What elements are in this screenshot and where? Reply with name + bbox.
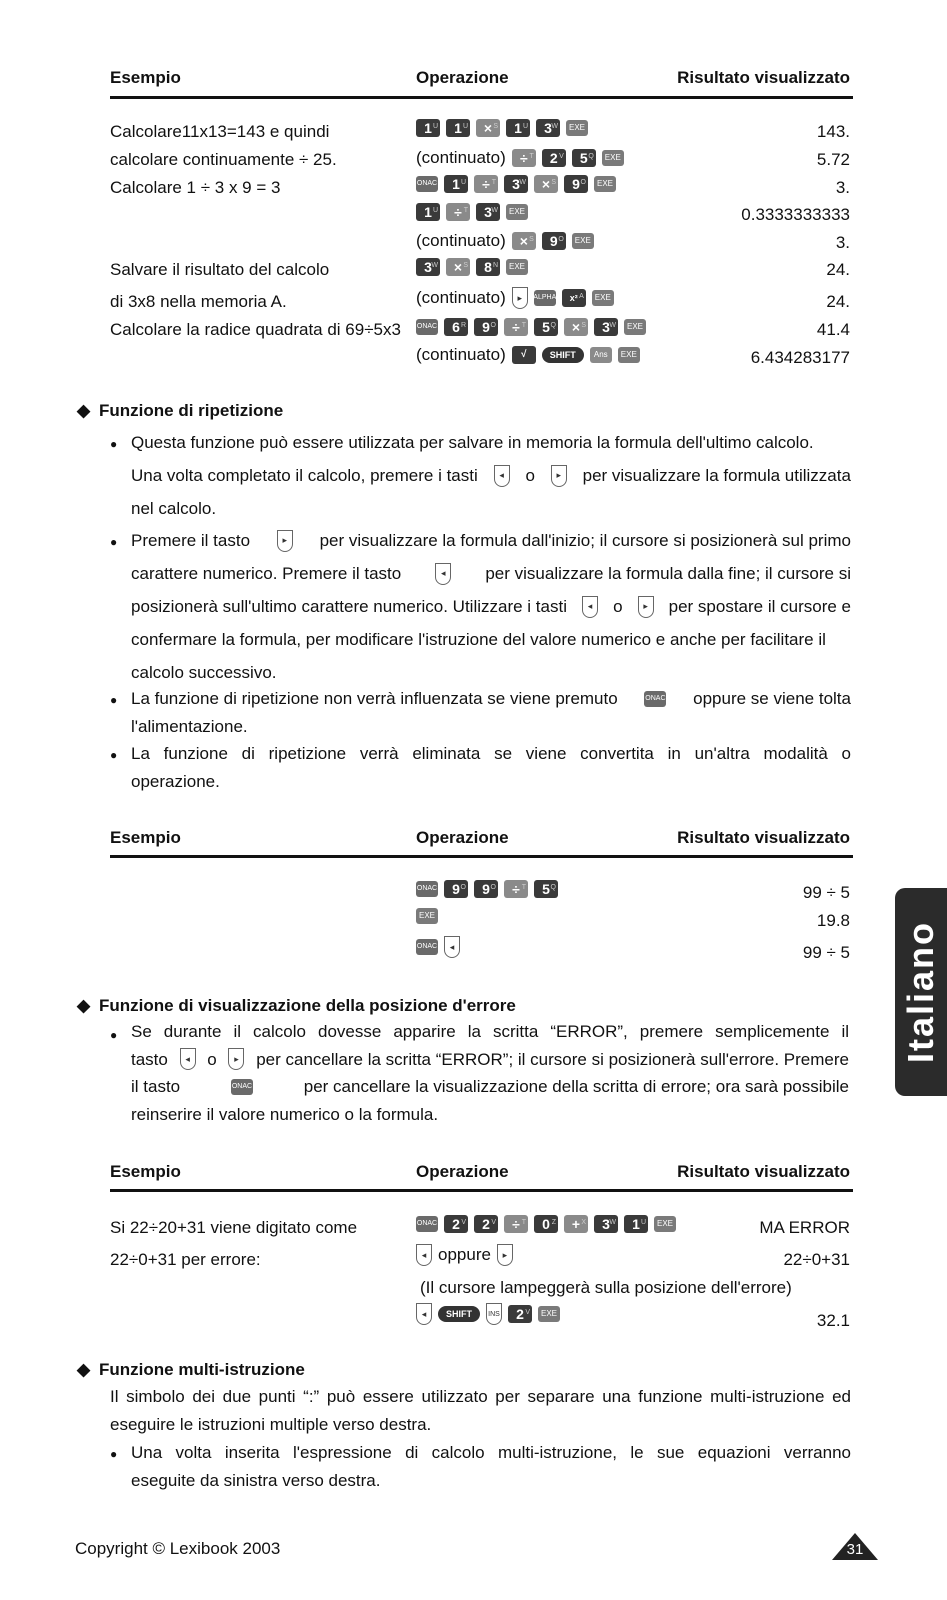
key-memory-a: x² A [562,289,586,307]
bullet-dot-icon: ● [110,437,118,451]
key-3: 3 W [536,119,560,137]
arrow-left-icon: ◂ [494,465,510,487]
key-2: 2 V [508,1305,532,1323]
key-ac-label: AC [427,885,438,892]
text-segment: il tasto [131,1077,181,1096]
arrow-right-icon: ▸ [497,1244,513,1266]
key-multiply: × S [476,119,500,137]
text-segment: per cancellare la scritta “ERROR”; il cursore si posizionerà sull'errore. Premere [256,1049,849,1069]
key-ac-label: AC [242,1082,253,1090]
key-exe: EXE [538,1306,560,1322]
text-line [131,590,851,623]
key-exe: EXE [506,204,528,220]
key-on-label: ON [416,885,428,892]
arrow-left-icon: ◂ [416,1244,432,1266]
key-5: 5 Q [534,318,558,336]
text-segment: per visualizzare la formula utilizzata [582,466,851,485]
key-2: 2 V [444,1215,468,1233]
table1-keys-row [416,175,616,193]
key-1: 1 U [506,119,530,137]
key-divide: ÷ T [504,318,528,336]
key-exe: EXE [592,290,614,306]
text-line: operazione. [131,772,220,791]
key-2: 2 V [474,1215,498,1233]
section-title-repeat [77,401,283,421]
key-on-label: ON [416,180,428,187]
table1-header-result: Risultato visualizzato [677,68,850,87]
section-title-multi-instruction [77,1360,305,1380]
arrow-right-icon: ▸ [638,596,654,618]
table1-keys-row [416,231,594,251]
text-segment: per visualizzare la formula dalla fine; il cursore si [485,564,851,583]
key-5: 5 Q [534,880,558,898]
text-segment: La funzione di ripetizione non verrà influenzata se viene premuto [131,689,618,708]
arrow-right-icon: ▸ [228,1048,244,1070]
key-9: 9 O [474,880,498,898]
key-sqrt: √ [512,346,536,364]
key-exe: EXE [594,176,616,192]
table1-header-example: Esempio [110,68,181,87]
key-1: 1 U [624,1215,648,1233]
text-line: eseguite da sinistra verso destra. [131,1471,381,1490]
bullet-dot-icon: ● [110,748,118,762]
diamond-bullet-icon: ◆ [77,996,91,1015]
key-on-label: ON [416,943,428,950]
bullet-dot-icon: ● [110,693,118,707]
table1-result: 6.434283177 [750,348,850,367]
text-segment: per cancellare la visualizzazione della scritta di errore; ora sarà possibile [303,1077,849,1096]
table1-result: 143. [816,122,850,141]
key-exe: EXE [654,1216,676,1232]
text-segment: o [613,597,623,616]
table1-example: Salvare il risultato del calcolo [110,260,330,279]
diamond-bullet-icon: ◆ [77,1360,91,1379]
sec1-bullet4 [131,740,851,796]
key-shift: SHIFT [438,1306,480,1322]
table2-header-example: Esempio [110,828,181,847]
key-exe: EXE [618,347,640,363]
text-segment: oppure [438,1245,491,1264]
key-divide: ÷ T [446,203,470,221]
table3-result: MA ERROR [759,1218,850,1237]
table3-header-result: Risultato visualizzato [677,1162,850,1181]
key-5: 5 Q [572,149,596,167]
key-ac-label: AC [655,695,666,702]
text-segment: tasto [131,1049,168,1069]
key-3: 3 W [504,175,528,193]
table3-example: 22÷0+31 per errore: [110,1250,261,1269]
text-line [131,1046,849,1074]
key-exe: EXE [566,120,588,136]
key-1: 1 U [444,175,468,193]
key-3: 3 W [594,318,618,336]
table1-example: calcolare continuamente ÷ 25. [110,150,337,169]
table3-rule [110,1189,853,1192]
table2-rule [110,855,853,858]
arrow-right-icon: ▸ [277,530,293,552]
section-title-text: Funzione di visualizzazione della posizione d'errore [99,996,516,1015]
arrow-left-icon: ◂ [435,563,451,585]
bullet-dot-icon: ● [110,1028,118,1042]
page-number: 31 [846,1541,864,1558]
key-on-label: ON [416,323,428,330]
key-ans: Ans [590,347,612,363]
table1-example: Calcolare 1 ÷ 3 x 9 = 3 [110,178,281,197]
table3-result: 32.1 [816,1311,850,1330]
table1-result: 24. [826,260,850,279]
page-number-badge [830,1531,880,1561]
table1-rule [110,96,853,99]
key-1: 1 U [416,203,440,221]
text-segment: o [207,1049,217,1069]
text-segment: Premere il tasto [131,531,251,550]
key-ins-icon: INS [486,1303,502,1325]
table1-keys-row [416,318,646,336]
table1-example: Calcolare la radice quadrata di 69÷5x3 [110,320,401,339]
key-exe: EXE [506,259,528,275]
text-line [131,459,851,492]
table1-keys-row [416,119,588,137]
section-title-text: Funzione di ripetizione [99,401,284,420]
key-shift: SHIFT [542,347,584,363]
table1-keys-row [416,345,640,365]
key-on-label: ON [231,1082,243,1090]
arrow-right-icon: ▸ [551,465,567,487]
text-line: Se durante il calcolo dovesse apparire la scritta “ERROR”, premere semplicemente il [131,1022,849,1041]
key-9: 9 O [444,880,468,898]
key-multiply: × S [512,232,536,250]
table1-result: 24. [826,292,850,311]
text-line: l'alimentazione. [131,717,248,736]
key-on-ac [231,1079,253,1095]
bullet-dot-icon: ● [110,1447,118,1461]
table2-result: 99 ÷ 5 [802,883,850,902]
key-divide: ÷ T [504,880,528,898]
continued-label: (continuato) [416,345,506,364]
sec1-bullet2 [131,524,851,689]
text-segment: Una volta completato il calcolo, premere i tasti [131,466,478,485]
key-divide: ÷ T [504,1215,528,1233]
text-segment: o [525,466,535,485]
key-3: 3 W [476,203,500,221]
table2-keys-row [416,908,438,924]
table1-header-operation: Operazione [416,68,509,87]
key-ac-label: AC [427,943,438,950]
bullet-dot-icon: ● [110,535,118,549]
continued-label: (continuato) [416,231,506,250]
text-line [131,685,851,713]
text-line [131,1073,849,1101]
table1-result: 41.4 [816,320,850,339]
key-on-label: ON [645,695,656,702]
copyright-footer: Copyright © Lexibook 2003 [75,1539,281,1558]
table3-note: (Il cursore lampeggerà sulla posizione dell'errore) [420,1278,792,1297]
key-3: 3 W [594,1215,618,1233]
key-on-ac [416,176,438,192]
table2-result: 99 ÷ 5 [802,943,850,962]
table1-result: 5.72 [816,150,850,169]
table2-result: 19.8 [816,911,850,930]
text-line: reinserire il valore numerico o la formula. [131,1104,439,1124]
table2-header-operation: Operazione [416,828,509,847]
text-line: calcolo successivo. [131,663,277,682]
language-side-tab [895,888,947,1096]
key-on-ac [416,319,438,335]
arrow-left-icon: ◂ [582,596,598,618]
key-exe: EXE [572,233,594,249]
continued-label: (continuato) [416,148,506,167]
table3-keys-row [416,1244,513,1266]
key-on-ac [416,1216,438,1232]
text-segment: posizionerà sull'ultimo carattere numerico. Utilizzare i tasti [131,597,567,616]
table2-header-result: Risultato visualizzato [677,828,850,847]
diamond-bullet-icon: ◆ [77,401,91,420]
key-multiply: × S [446,258,470,276]
key-divide: ÷ T [474,175,498,193]
sec3-bullet1 [131,1439,851,1495]
text-line: confermare la formula, per modificare l'istruzione del valore numerico e anche per facilitare il [131,630,826,649]
key-exe: EXE [416,908,438,924]
arrow-left-icon: ◂ [180,1048,196,1070]
key-1: 1 U [446,119,470,137]
text-line: Il simbolo dei due punti “:” può essere utilizzato per separare una funzione multi-istruzione ed [110,1387,851,1406]
table1-result: 3. [835,233,850,252]
table1-result: 0.3333333333 [741,205,850,224]
text-line: La funzione di ripetizione verrà eliminata se viene convertita in un'altra modalità o [131,744,851,763]
arrow-left-icon: ◂ [444,936,460,958]
text-line [131,557,851,590]
key-2: 2 V [542,149,566,167]
key-ac-label: AC [427,323,438,330]
key-9: 9 O [474,318,498,336]
key-8: 8 N [476,258,500,276]
key-0: 0 Z [534,1215,558,1233]
key-9: 9 O [564,175,588,193]
table2-keys-row [416,880,558,898]
text-segment: per spostare il cursore e [668,597,851,616]
arrow-right-icon: ▸ [512,287,528,309]
text-line: Una volta inserita l'espressione di calcolo multi-istruzione, le sue equazioni verranno [131,1443,851,1462]
sec3-paragraph [110,1383,851,1439]
key-on-label: ON [416,1220,428,1227]
table2-keys-row [416,936,460,958]
text-line: nel calcolo. [131,499,217,518]
table1-keys-row [416,287,614,309]
key-ac-label: AC [427,1220,438,1227]
section-title-text: Funzione multi-istruzione [99,1360,305,1379]
key-3: 3 W [416,258,440,276]
key-exe: EXE [624,319,646,335]
sec2-bullet1 [131,1018,849,1128]
table1-example: di 3x8 nella memoria A. [110,292,287,311]
table3-result: 22÷0+31 [783,1250,850,1269]
table3-header-example: Esempio [110,1162,181,1181]
sec1-bullet1 [131,426,851,525]
table3-keys-row [416,1215,676,1233]
key-divide: ÷ T [512,149,536,167]
key-alpha: ALPHA [534,290,556,306]
table3-header-operation: Operazione [416,1162,509,1181]
key-plus: + X [564,1215,588,1233]
key-1: 1 U [416,119,440,137]
text-line: Questa funzione può essere utilizzata per salvare in memoria la formula dell'ultimo calcolo. [131,433,814,452]
key-ac-label: AC [427,180,438,187]
table3-keys-row [416,1303,560,1325]
table1-example: Calcolare11x13=143 e quindi [110,122,330,141]
key-multiply: × S [564,318,588,336]
side-tab-label: Italiano [900,920,941,1064]
continued-label: (continuato) [416,288,506,307]
key-on-ac [644,691,666,707]
text-line [131,524,851,557]
table1-result: 3. [835,178,850,197]
sec1-bullet3 [131,685,851,741]
key-6: 6 R [444,318,468,336]
key-on-ac [416,939,438,955]
table1-keys-row [416,203,528,221]
key-multiply: × S [534,175,558,193]
text-segment: oppure se viene tolta [693,689,851,708]
text-line: eseguire le istruzioni multiple verso destra. [110,1415,432,1434]
text-segment: carattere numerico. Premere il tasto [131,564,402,583]
table1-keys-row [416,258,528,276]
section-title-error-position [77,996,516,1016]
table1-keys-row [416,148,624,168]
key-on-ac [416,881,438,897]
key-exe: EXE [602,150,624,166]
arrow-left-icon: ◂ [416,1303,432,1325]
key-9: 9 O [542,232,566,250]
text-segment: per visualizzare la formula dall'inizio; il cursore si posizionerà sul primo [319,531,851,550]
table3-example: Si 22÷20+31 viene digitato come [110,1218,358,1237]
